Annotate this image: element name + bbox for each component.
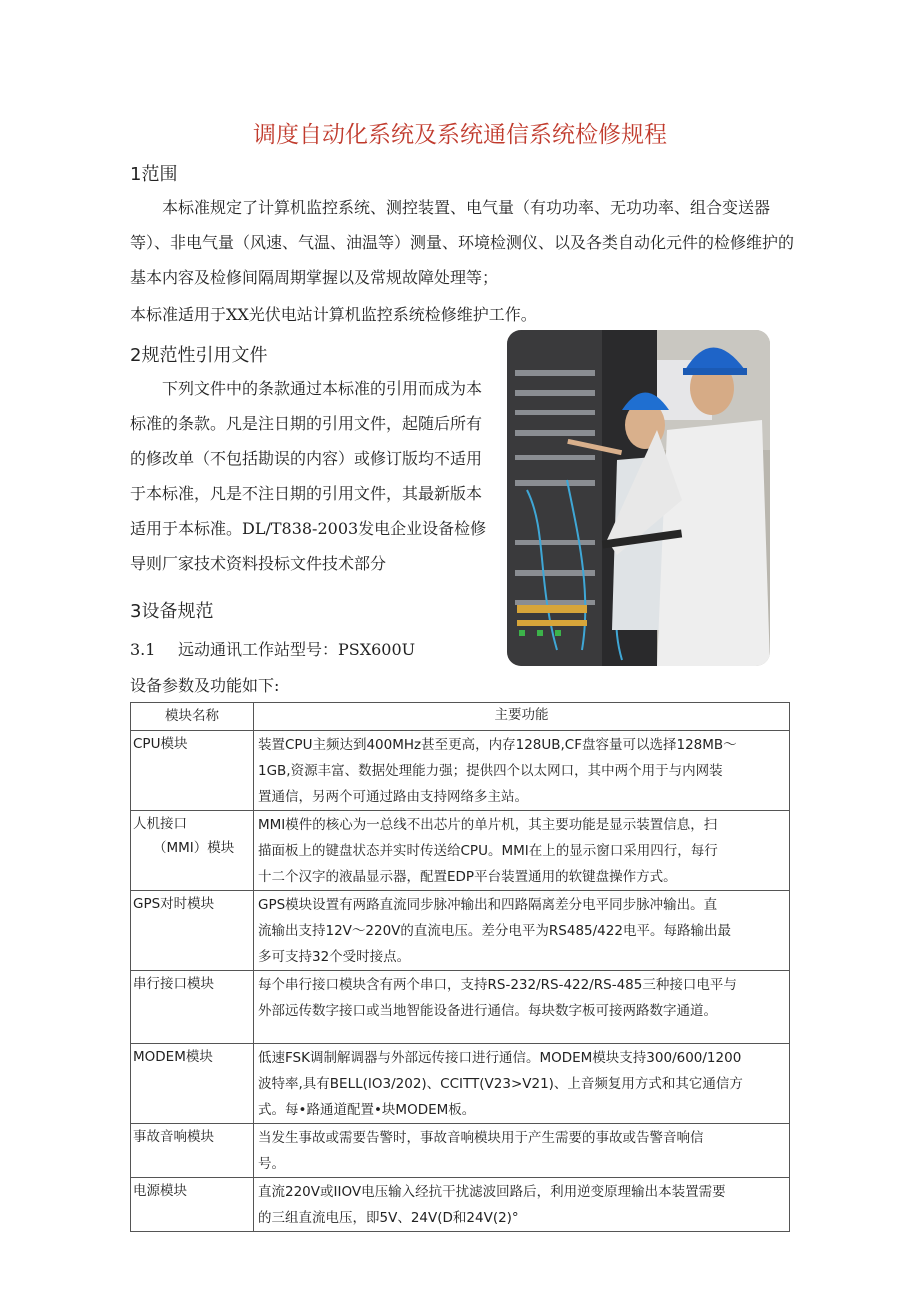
module-name: 串行接口模块: [133, 976, 214, 992]
table-row: [131, 1178, 790, 1232]
function-line: 的三组直流电压，即5V、24V(D和24V(2)°: [258, 1210, 519, 1226]
section-2-heading: 2规范性引用文件: [130, 345, 268, 366]
function-line: 描面板上的键盘状态并实时传送给CPU。MMI在上的显示窗口采用四行，每行: [258, 843, 718, 859]
module-spec-table: [130, 702, 790, 1232]
module-name-cell: [131, 811, 254, 891]
function-line: 外部远传数字接口或当地智能设备进行通信。每块数字板可接两路数字通道。: [258, 1003, 717, 1019]
table-row: [131, 811, 790, 891]
module-name: CPU模块: [133, 736, 188, 752]
technicians-server-rack-photo: [507, 330, 770, 666]
module-name-cell: [131, 971, 254, 1044]
table-intro: 设备参数及功能如下:: [130, 676, 280, 695]
function-line: 1GB,资源丰富、数据处理能力强；提供四个以太网口，其中两个用于与内网装: [258, 763, 723, 779]
module-function-cell: [254, 1044, 790, 1124]
function-line: 当发生事故或需要告警时，事故音响模块用于产生需要的事故或告警音响信: [258, 1130, 704, 1146]
module-function-cell: [254, 731, 790, 811]
function-line: 流输出支持12V～220V的直流电压。差分电平为RS485/422电平。每路输出最: [258, 923, 731, 939]
section-1-paragraph: 本标准规定了计算机监控系统、测控装置、电气量（有功功率、无功功率、组合变送器等）、非电气量（风速、气温、油温等）测量、环境检测仪、以及各类自动化元件的检修维护的基本内容及检修间隔周期掌握以及常规故障处理等；: [130, 198, 795, 287]
section-2-paragraph: 下列文件中的条款通过本标准的引用而成为本标准的条款。凡是注日期的引用文件，起随后所有的修改单（不包括勘误的内容）或修订版均不适用于本标准，凡是不注日期的引用文件，其最新版本适用于本标准。DL/T838-2003发电企业设备检修导则厂家技术资料投标文件技术部分: [130, 379, 487, 573]
function-line: GPS模块设置有两路直流同步脉冲输出和四路隔离差分电平同步脉冲输出。直: [258, 897, 718, 913]
module-name: MODEM模块: [133, 1049, 213, 1065]
function-line: 式。每•路通道配置•块MODEM板。: [258, 1102, 476, 1118]
function-line: 低速FSK调制解调器与外部远传接口进行通信。MODEM模块支持300/600/1200: [258, 1050, 742, 1066]
section-1-heading: 1范围: [130, 164, 178, 185]
function-line: 置通信，另两个可通过路由支持网络多主站。: [258, 789, 528, 805]
module-function-cell: [254, 1178, 790, 1232]
header-module-name: 模块名称: [131, 703, 254, 731]
module-name-continued: （MMI）模块: [153, 840, 235, 856]
module-name-cell: [131, 891, 254, 971]
function-line: 直流220V或IIOV电压输入经抗干扰滤波回路后，利用逆变原理输出本装置需要: [258, 1184, 726, 1200]
table-header-row: [131, 703, 790, 731]
module-name: 事故音响模块: [133, 1129, 214, 1145]
module-name: GPS对时模块: [133, 896, 215, 912]
table-row: [131, 731, 790, 811]
module-name-cell: [131, 1178, 254, 1232]
table-row: [131, 891, 790, 971]
document-title: 调度自动化系统及系统通信系统检修规程: [253, 122, 667, 148]
module-name: 人机接口: [133, 816, 187, 832]
module-name-cell: [131, 731, 254, 811]
module-name: 电源模块: [133, 1183, 187, 1199]
function-line: MMI模件的核心为一总线不出芯片的单片机，其主要功能是显示装置信息，扫: [258, 817, 718, 833]
table-row: [131, 1124, 790, 1178]
module-name-cell: [131, 1124, 254, 1178]
table-row: [131, 1044, 790, 1124]
module-function-cell: [254, 1124, 790, 1178]
function-line: 十二个汉字的液晶显示器，配置EDP平台装置通用的软键盘操作方式。: [258, 869, 677, 885]
function-line: 多可支持32个受时接点。: [258, 949, 411, 965]
section-3-heading: 3设备规范: [130, 601, 214, 622]
module-function-cell: [254, 811, 790, 891]
module-function-cell: [254, 971, 790, 1044]
subsection-title: 远动通讯工作站型号：PSX600U: [178, 640, 416, 659]
table-row: [131, 971, 790, 1044]
function-line: 每个串行接口模块含有两个串口，支持RS-232/RS-422/RS-485三种接口电平与: [258, 977, 737, 993]
module-name-cell: [131, 1044, 254, 1124]
header-main-function: 主要功能: [254, 703, 790, 731]
module-function-cell: [254, 891, 790, 971]
function-line: 装置CPU主频达到400MHz甚至更高，内存128UB,CF盘容量可以选择128MB～: [258, 737, 737, 753]
subsection-number: 3.1: [130, 640, 156, 659]
section-1-scope-line: 本标准适用于XX光伏电站计算机监控系统检修维护工作。: [130, 305, 537, 324]
function-line: 波特率,具有BELL(IO3/202)、CCITT(V23>V21)、上音频复用方式和其它通信方: [258, 1076, 743, 1092]
function-line: 号。: [258, 1156, 285, 1172]
